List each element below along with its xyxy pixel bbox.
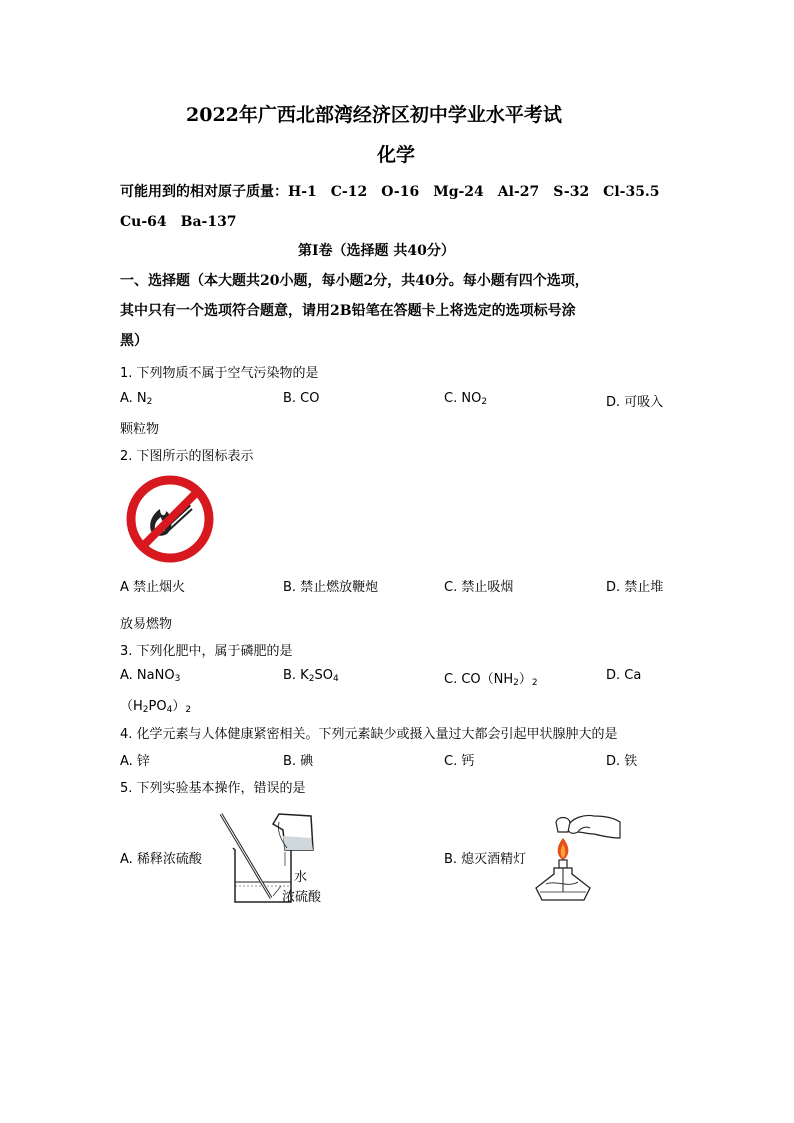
q4-stem: 4. 化学元素与人体健康紧密相关。下列元素缺少或摄入量过大都会引起甲状腺肿大的是 [120, 727, 618, 742]
q5-label-concentrated-acid: 浓硫酸 [282, 890, 322, 905]
q2-stem: 2. 下图所示的图标表示 [120, 449, 254, 464]
q1-stem: 1. 下列物质不属于空气污染物的是 [120, 366, 319, 381]
q4-option-d: D. 铁 [606, 754, 638, 769]
instructions-line1: 一、选择题（本大题共20小题，每小题2分，共40分。每小题有四个选项， [120, 273, 589, 289]
instructions-line3: 黑） [120, 333, 148, 349]
q1-option-d: D. 可吸入 [606, 395, 664, 410]
q2-option-d-cont: 放易燃物 [120, 617, 173, 632]
q1-option-a: A. $N_2$ [120, 391, 153, 407]
instructions-line2: 其中只有一个选项符合题意，请用2B铅笔在答题卡上将选定的选项标号涂 [120, 303, 576, 319]
q4-option-c: C. 钙 [444, 754, 475, 769]
q5-option-b: B. 熄灭酒精灯 [444, 852, 527, 867]
exam-title: 2022年广西北部湾经济区初中学业水平考试 [186, 104, 562, 126]
q1-option-c: C. $NO_2$ [444, 391, 488, 407]
alcohol-lamp-diagram [532, 808, 622, 908]
no-fire-sign-icon [124, 473, 216, 565]
q2-option-d: D. 禁止堆 [606, 580, 664, 595]
q3-option-b: B. $K_2SO_4$ [283, 668, 339, 684]
subject-title: 化学 [377, 144, 416, 166]
q1-option-d-cont: 颗粒物 [120, 422, 160, 437]
q5-label-water: 水 [294, 870, 308, 885]
q4-option-a: A. 锌 [120, 754, 150, 769]
q5-option-a: A. 稀释浓硫酸 [120, 852, 202, 867]
atomic-masses-line2: Cu-64 Ba-137 [120, 214, 237, 230]
section-title: 第Ⅰ卷（选择题 共40分） [298, 243, 455, 259]
q3-option-a: A. NaNO$_3$ [120, 668, 181, 684]
q2-option-a: A 禁止烟火 [120, 580, 186, 595]
q4-option-b: B. 碘 [283, 754, 314, 769]
q3-option-c: C. $CO(NH_2)_2$ [444, 672, 538, 688]
q2-option-b: B. 禁止燃放鞭炮 [283, 580, 379, 595]
q3-option-d-cont: $(H_2PO_4)_2$ [120, 699, 192, 715]
q2-option-c: C. 禁止吸烟 [444, 580, 514, 595]
q3-option-d: D. Ca [606, 668, 642, 683]
q1-option-b: B. CO [283, 391, 320, 406]
q3-stem: 3. 下列化肥中，属于磷肥的是 [120, 644, 293, 659]
q5-stem: 5. 下列实验基本操作，错误的是 [120, 781, 306, 796]
atomic-masses-line1: 可能用到的相对原子质量：H-1 C-12 O-16 Mg-24 Al-27 S-32 Cl-35.5 [120, 184, 660, 200]
